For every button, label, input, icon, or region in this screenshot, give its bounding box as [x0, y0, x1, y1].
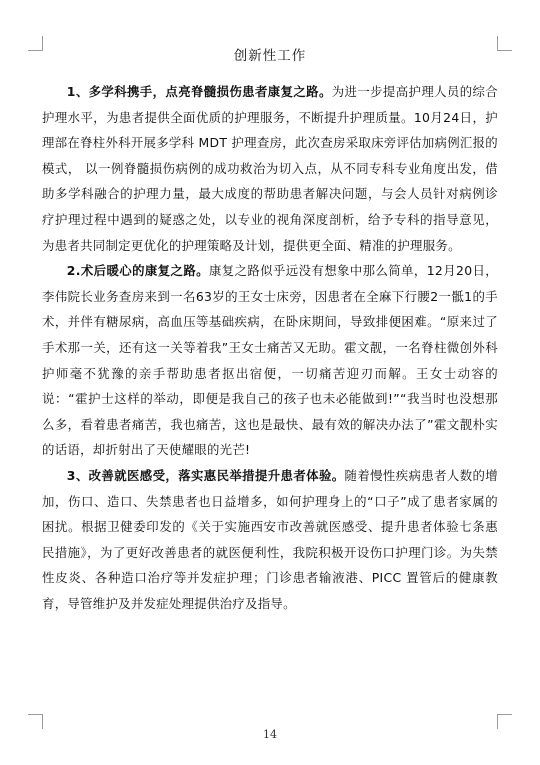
paragraph-3-heading: 3、改善就医感受，落实惠民举措提升患者体验。	[66, 467, 345, 483]
paragraph-2	[42, 258, 498, 463]
paragraph-3	[42, 463, 498, 617]
paragraph-1	[42, 79, 498, 258]
paragraph-3-body: 随着慢性疾病患者人数的增加，伤口、造口、失禁患者也日益增多，如何护理身上的“口子”成了患者家属的困扰。根据卫健委印发的《关于实施西安市改善就医感受、提升患者体验七条惠民措施》，为了更好改善患者的就医便利性，我院积极开设伤口护理门诊。为失禁性皮炎、各种造口治疗等并发症护理；门诊患者输液港、PICC 置管后的健康教育，导管维护及并发症处理提供治疗及指导。	[42, 467, 498, 611]
paragraph-2-heading: 2.术后暖心的康复之路。	[66, 263, 209, 279]
paragraph-1-heading: 1、多学科携手，点亮脊髓损伤患者康复之路。	[66, 84, 332, 99]
page-number: 14	[263, 728, 277, 741]
document-body	[42, 79, 498, 616]
crop-mark-bottom-left	[28, 714, 43, 729]
paragraph-2-body: 康复之路似乎远没有想象中那么简单，12月20日，李伟院长业务查房来到一名63岁的王女士床旁，因患者在全麻下行腰2一骶1的手术，并伴有糖尿病，高血压等基础疾病，在卧床期间，导致排便困难。“原来过了手术那一关，还有这一关等着我”王女士痛苦又无助。霍文靓，一名脊柱微创外科护师毫不犹豫的亲手帮助患者抠出宿便，一切痛苦迎刃而解。王女士动容的说：“霍护士这样的举动，即便是我自己的孩子也未必能做到!”“我当时也没想那么多，看着患者痛苦，我也痛苦，这也是最快、最有效的解决办法了”霍文靓朴实的话语，却折射出了天使耀眼的光芒!	[42, 263, 499, 458]
page-title: 创新性工作	[233, 48, 307, 64]
paragraph-1-body: 为进一步提高护理人员的综合护理水平，为患者提供全面优质的护理服务，不断提升护理质量。10月24日，护理部在脊柱外科开展多学科 MDT 护理查房，此次查房采取床旁评估加病例汇报的模式， 以一例脊髓损伤病例的成功救治为切入点，从不同专科专业角度出发，借助多学科融合的护理力量，最大成度的帮助患者解决问题，与会人员针对病例诊疗护理过程中遇到的疑惑之处，以专业的视角深度剖析，给予专科的指导意见，为患者共同制定更优化的护理策略及计划，提供更全面、精准的护理服务。	[42, 84, 498, 253]
crop-mark-bottom-right	[497, 714, 512, 729]
